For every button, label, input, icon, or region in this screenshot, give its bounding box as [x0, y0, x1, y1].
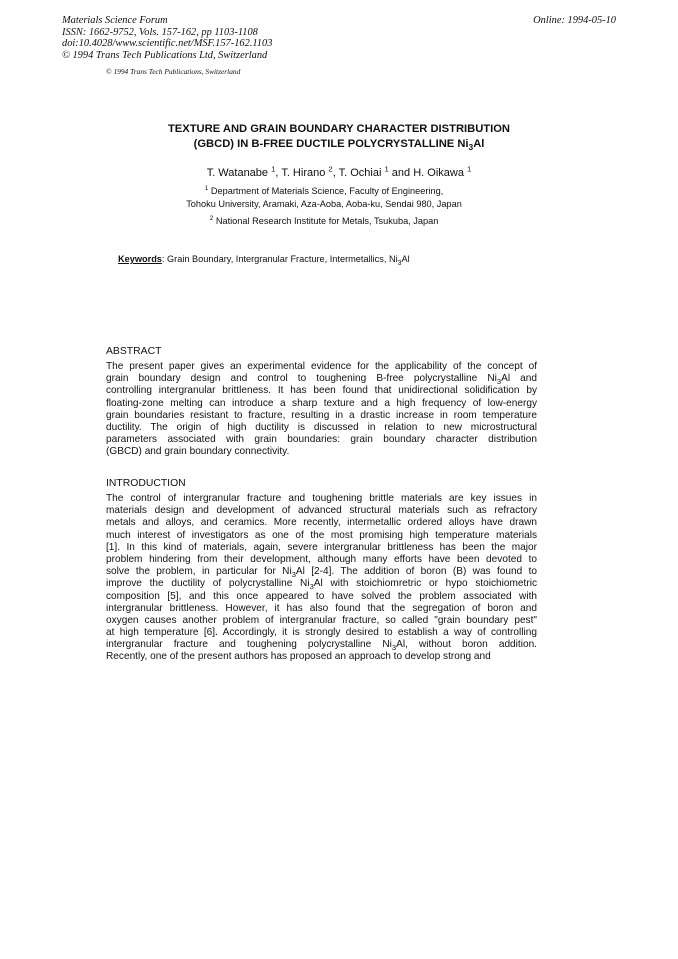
- copyright-line: © 1994 Trans Tech Publications Ltd, Switzerland: [62, 49, 268, 61]
- intro-line-part: Al with stoichiomretric or hypo stoichiometric: [313, 578, 537, 590]
- keywords-subscript: 3: [397, 259, 402, 267]
- abstract-line: [106, 373, 537, 385]
- abstract-line: ductility. The origin of high ductility is discussed in relation to new microstructural: [106, 421, 537, 433]
- author-3: T. Ochiai: [338, 167, 382, 179]
- abstract-line: parameters associated with grain boundaries: grain boundary character distribution: [106, 434, 537, 446]
- author-4-affil: 1: [467, 164, 472, 174]
- author-1-affil: 1: [271, 164, 276, 174]
- doi-line: doi:10.4028/www.scientific.net/MSF.157-162.1103: [62, 38, 273, 50]
- journal-name: Materials Science Forum: [62, 15, 168, 26]
- intro-line: at high temperature [6]. Accordingly, it is strongly desired to establish a way of controlling: [106, 627, 537, 639]
- author-1: T. Watanabe: [206, 167, 269, 179]
- intro-line: Recently, one of the present authors has proposed an approach to develop strong and: [106, 651, 491, 663]
- intro-line: oxygen causes another problem of intergranular fracture, so called "grain boundary pest": [106, 614, 537, 626]
- keywords-label: Keywords: [118, 254, 162, 264]
- intro-subscript: 3: [391, 643, 397, 653]
- intro-line: The control of intergranular fracture and toughening brittle materials are key issues in: [106, 493, 537, 504]
- authors: [0, 164, 678, 179]
- author-2-affil: 2: [328, 164, 333, 174]
- intro-line-part: improve the ductility of polycrystalline Ni: [106, 578, 310, 590]
- title-subscript: 3: [468, 142, 474, 153]
- intro-line-part: Al, without boron addition.: [396, 639, 537, 651]
- abstract-line: (GBCD) and grain boundary connectivity.: [106, 446, 290, 458]
- abstract-body: [106, 361, 537, 459]
- author-4: H. Oikawa: [413, 167, 464, 179]
- abstract-line: grain boundaries resistant to fracture, resulting in a drastic increase in room temperature: [106, 409, 537, 421]
- affiliation-1-mark: 1: [204, 184, 209, 192]
- online-date: Online: 1994-05-10: [533, 15, 616, 26]
- keywords: [118, 254, 410, 267]
- author-3-affil: 1: [384, 164, 389, 174]
- affiliation-1-line-2: Tohoku University, Aramaki, Aza-Aoba, Aoba-ku, Sendai 980, Japan: [186, 199, 462, 209]
- abstract-heading: ABSTRACT: [106, 346, 162, 357]
- abstract-subscript: 3: [496, 377, 502, 387]
- intro-line: composition [5], and this once appeared to have solved the problem associated with: [106, 590, 537, 602]
- intro-subscript: 3: [309, 582, 314, 592]
- intro-line-part: Al [2-4]. The addition of boron (B) was found to: [295, 566, 538, 578]
- intro-line: [1]. In this kind of materials, again, severe intergranular brittleness has been the major: [106, 541, 537, 553]
- intro-line: problem hindering from their development, although many efforts have been devoted to: [106, 553, 537, 565]
- author-sep-2: ,: [332, 167, 339, 179]
- introduction-heading: INTRODUCTION: [106, 478, 186, 489]
- copyright-small: © 1994 Trans Tech Publications, Switzerland: [106, 67, 241, 76]
- affiliation-1-line-1: Department of Materials Science, Faculty of Engineering,: [210, 186, 444, 196]
- abstract-line: The present paper gives an experimental evidence for the applicability of the concept of: [106, 361, 537, 372]
- title-line-2: [0, 137, 678, 152]
- affiliation-2-line-1: National Research Institute for Metals, Tsukuba, Japan: [215, 216, 439, 226]
- intro-line: materials design and development of advanced structural materials such as refractory: [106, 505, 537, 517]
- intro-line-part: solve the problem, in particular for Ni: [106, 566, 292, 578]
- affiliation-2: [0, 215, 648, 228]
- intro-line: intergranular brittleness. However, it has also found that the segregation of boron and: [106, 602, 537, 614]
- author-sep-1: ,: [275, 167, 282, 179]
- keywords-end: Al: [401, 254, 410, 264]
- affiliation-2-mark: 2: [209, 214, 214, 222]
- intro-subscript: 3: [291, 570, 296, 580]
- paper-title: [0, 122, 678, 152]
- author-2: T. Hirano: [281, 167, 326, 179]
- journal-header: [62, 15, 272, 61]
- intro-line: metals and alloys, and ceramics. More recently, intermetallic ordered alloys have drawn: [106, 517, 537, 529]
- intro-line: [106, 566, 537, 578]
- intro-line: [106, 639, 537, 651]
- intro-line: much interest of investigators as one of the most promising high temperature materials: [106, 529, 537, 541]
- keywords-text: : Grain Boundary, Intergranular Fracture, Intermetallics, Ni: [161, 254, 398, 264]
- author-sep-3: and: [388, 167, 414, 179]
- intro-line: [106, 578, 537, 590]
- abstract-line-part: grain boundary design and control to toughening B-free polycrystalline Ni: [106, 373, 497, 385]
- affiliation-1: [0, 185, 648, 211]
- title-line-2-end: Al: [473, 138, 485, 150]
- intro-line-part: intergranular fracture and toughening polycrystalline Ni: [106, 639, 392, 651]
- title-line-1: TEXTURE AND GRAIN BOUNDARY CHARACTER DISTRIBUTION: [167, 123, 511, 135]
- abstract-line-part: Al and: [501, 373, 537, 385]
- issn-line: ISSN: 1662-9752, Vols. 157-162, pp 1103-1108: [62, 26, 258, 38]
- abstract-line: controlling intergranular brittleness. It has been found that unidirectional solidification by: [106, 385, 537, 397]
- introduction-body: [106, 493, 537, 664]
- title-line-2-text: (GBCD) IN B-FREE DUCTILE POLYCRYSTALLINE Ni: [193, 138, 469, 150]
- abstract-line: floating-zone melting can introduce a sharp texture and a high frequency of low-energy: [106, 397, 537, 409]
